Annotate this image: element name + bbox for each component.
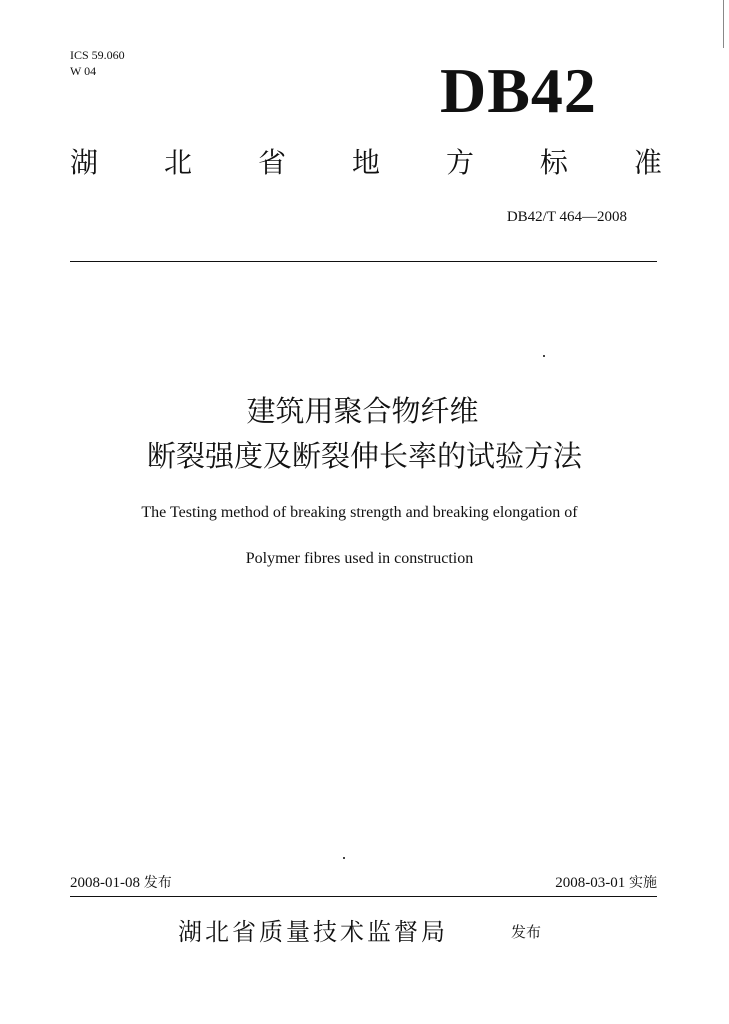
bottom-divider — [70, 896, 657, 897]
implementation-date-label: 实施 — [629, 875, 657, 891]
scan-dot — [343, 857, 345, 859]
ccs-code: W 04 — [70, 64, 97, 78]
chinese-title-line1: 建筑用聚合物纤维 — [246, 394, 479, 428]
top-divider — [70, 261, 657, 262]
issue-date-label: 发布 — [143, 875, 172, 891]
issuing-authority-suffix: 发布 — [511, 923, 542, 941]
scan-dot — [543, 355, 545, 357]
standard-type-char: 地 — [351, 146, 380, 179]
standard-type-char: 标 — [539, 146, 568, 179]
standard-type-char: 准 — [633, 146, 662, 179]
issue-date — [70, 872, 172, 894]
standard-type-char: 省 — [257, 146, 286, 179]
implementation-date-value: 2008-03-01 — [555, 875, 626, 891]
issuing-authority: 湖北省质量技术监督局 — [178, 918, 448, 946]
standard-type-char: 湖 — [70, 146, 99, 179]
english-title-line1: The Testing method of breaking strength and breaking elongation of — [141, 504, 578, 521]
standard-logo: DB42 — [440, 55, 597, 126]
issue-date-value: 2008-01-08 — [70, 875, 140, 891]
ics-code: ICS 59.060 — [70, 48, 125, 62]
standard-type-char: 方 — [445, 146, 474, 179]
english-title-line2: Polymer fibres used in construction — [245, 550, 474, 567]
standard-number: DB42/T 464—2008 — [506, 209, 627, 225]
chinese-title-line2: 断裂强度及断裂伸长率的试验方法 — [146, 439, 582, 473]
standard-type-heading — [70, 143, 662, 183]
page-edge-mark — [723, 0, 724, 48]
implementation-date — [555, 872, 657, 894]
standard-type-char: 北 — [163, 146, 192, 179]
classification-codes — [70, 47, 125, 79]
